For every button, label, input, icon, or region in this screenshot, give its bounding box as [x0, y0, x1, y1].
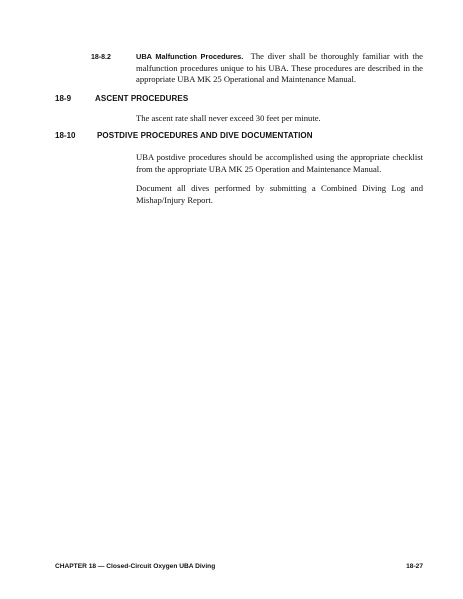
postdive-paragraph-2: Document all dives performed by submitting a Combined Diving Log and Mishap/Injury Report.	[136, 183, 423, 205]
section-title-postdive: POSTDIVE PROCEDURES AND DIVE DOCUMENTATION	[97, 131, 313, 140]
section-number-postdive: 18-10	[55, 131, 76, 140]
section-title-ascent: ASCENT PROCEDURES	[95, 94, 189, 103]
footer-chapter-title: CHAPTER 18 — Closed-Circuit Oxygen UBA Diving	[55, 563, 216, 570]
section-number-ascent: 18-9	[55, 94, 72, 103]
postdive-paragraph-1: UBA postdive procedures should be accomplished using the appropriate checklist from the appropriate UBA MK 25 Operation and Maintenance Manual.	[136, 152, 423, 174]
subsection-number: 18-8.2	[91, 54, 111, 61]
subsection-title: UBA Malfunction Procedures.	[136, 52, 244, 61]
ascent-paragraph: The ascent rate shall never exceed 30 feet per minute.	[136, 113, 321, 123]
subsection-paragraph	[136, 51, 423, 86]
subsection-text: The diver shall be thoroughly familiar with the malfunction procedures unique to his UBA. These procedures are described in the appropriate UBA MK 25 Operational and Maintenance Manual.	[136, 51, 423, 84]
footer-page-number: 18-27	[406, 563, 423, 570]
